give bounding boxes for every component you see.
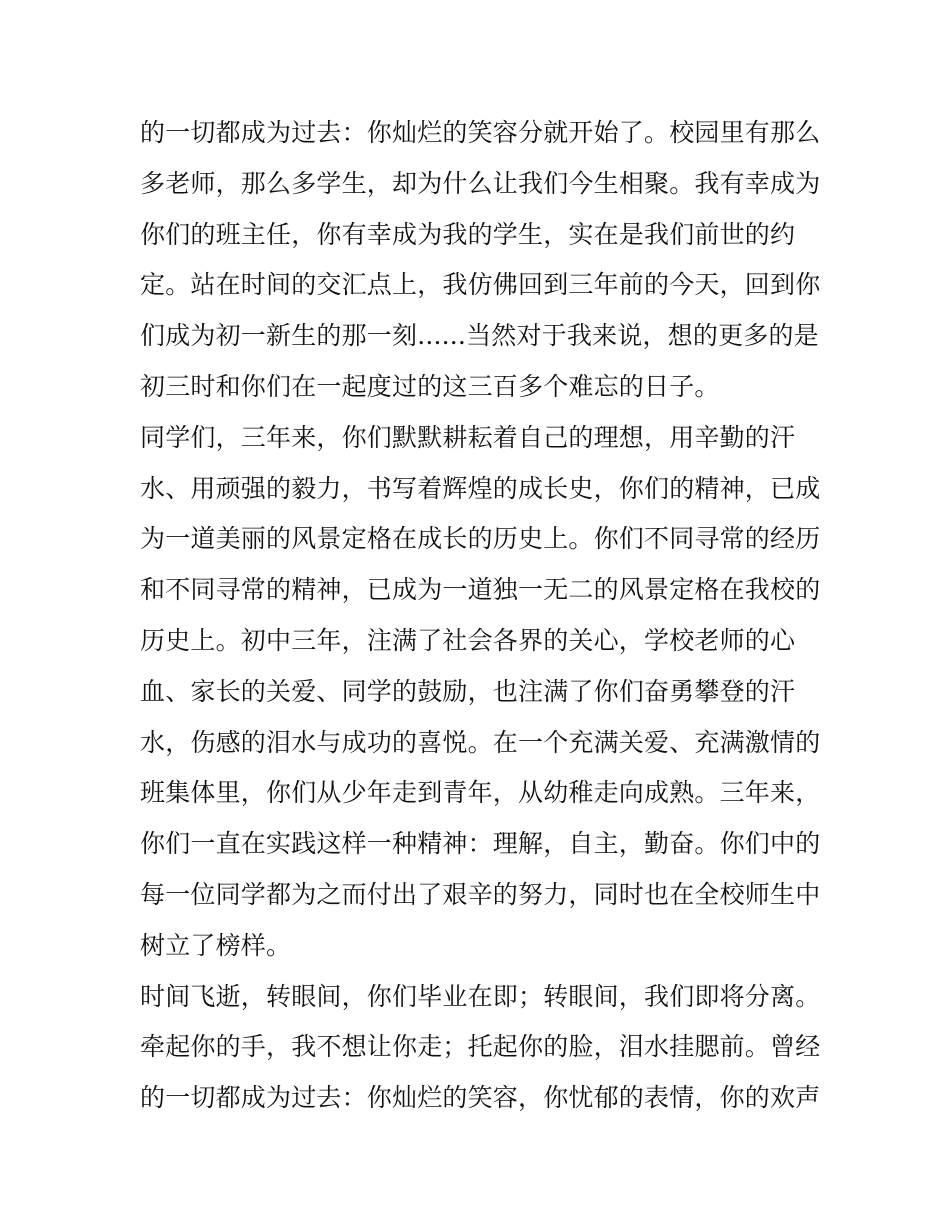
- text-line: 历史上。初中三年，注满了社会各界的关心，学校老师的心: [140, 625, 796, 655]
- text-line: 的一切都成为过去：你灿烂的笑容分就开始了。校园里有那么: [140, 118, 821, 147]
- text-line: 多老师，那么多学生，却为什么让我们今生相聚。我有幸成为: [140, 168, 821, 198]
- text-line: 时间飞逝，转眼间，你们毕业在即；转眼间，我们即将分离。: [140, 981, 821, 1011]
- text-line: 每一位同学都为之而付出了艰辛的努力，同时也在全校师生中: [140, 879, 821, 909]
- text-line: 树立了榜样。: [140, 930, 292, 960]
- text-line: 为一道美丽的风景定格在成长的历史上。你们不同寻常的经历: [140, 524, 821, 554]
- text-line: 你们一直在实践这样一种精神：理解，自主，勤奋。你们中的: [140, 829, 821, 859]
- text-line: 和不同寻常的精神，已成为一道独一无二的风景定格在我校的: [140, 575, 821, 605]
- text-line: 班集体里，你们从少年走到青年，从幼稚走向成熟。三年来，: [140, 778, 821, 808]
- text-line: 水、用顽强的毅力，书写着辉煌的成长史，你们的精神，已成: [140, 473, 821, 503]
- text-line: 牵起你的手，我不想让你走；托起你的脸，泪水挂腮前。曾经: [140, 1032, 821, 1062]
- document-body: [140, 108, 820, 1124]
- text-line: 初三时和你们在一起度过的这三百多个难忘的日子。: [140, 371, 720, 401]
- text-line: 同学们，三年来，你们默默耕耘着自己的理想，用辛勤的汗: [140, 422, 796, 452]
- text-line: 的一切都成为过去：你灿烂的笑容，你忧郁的表情，你的欢声: [140, 1083, 821, 1113]
- text-line: 血、家长的关爱、同学的鼓励，也注满了你们奋勇攀登的汗: [140, 676, 796, 706]
- text-line: 水，伤感的泪水与成功的喜悦。在一个充满关爱、充满激情的: [140, 727, 821, 757]
- text-line: 定。站在时间的交汇点上，我仿佛回到三年前的今天，回到你: [140, 270, 821, 300]
- text-line: 们成为初一新生的那一刻......当然对于我来说，想的更多的是: [140, 321, 819, 351]
- text-line: 你们的班主任，你有幸成为我的学生，实在是我们前世的约: [140, 219, 796, 249]
